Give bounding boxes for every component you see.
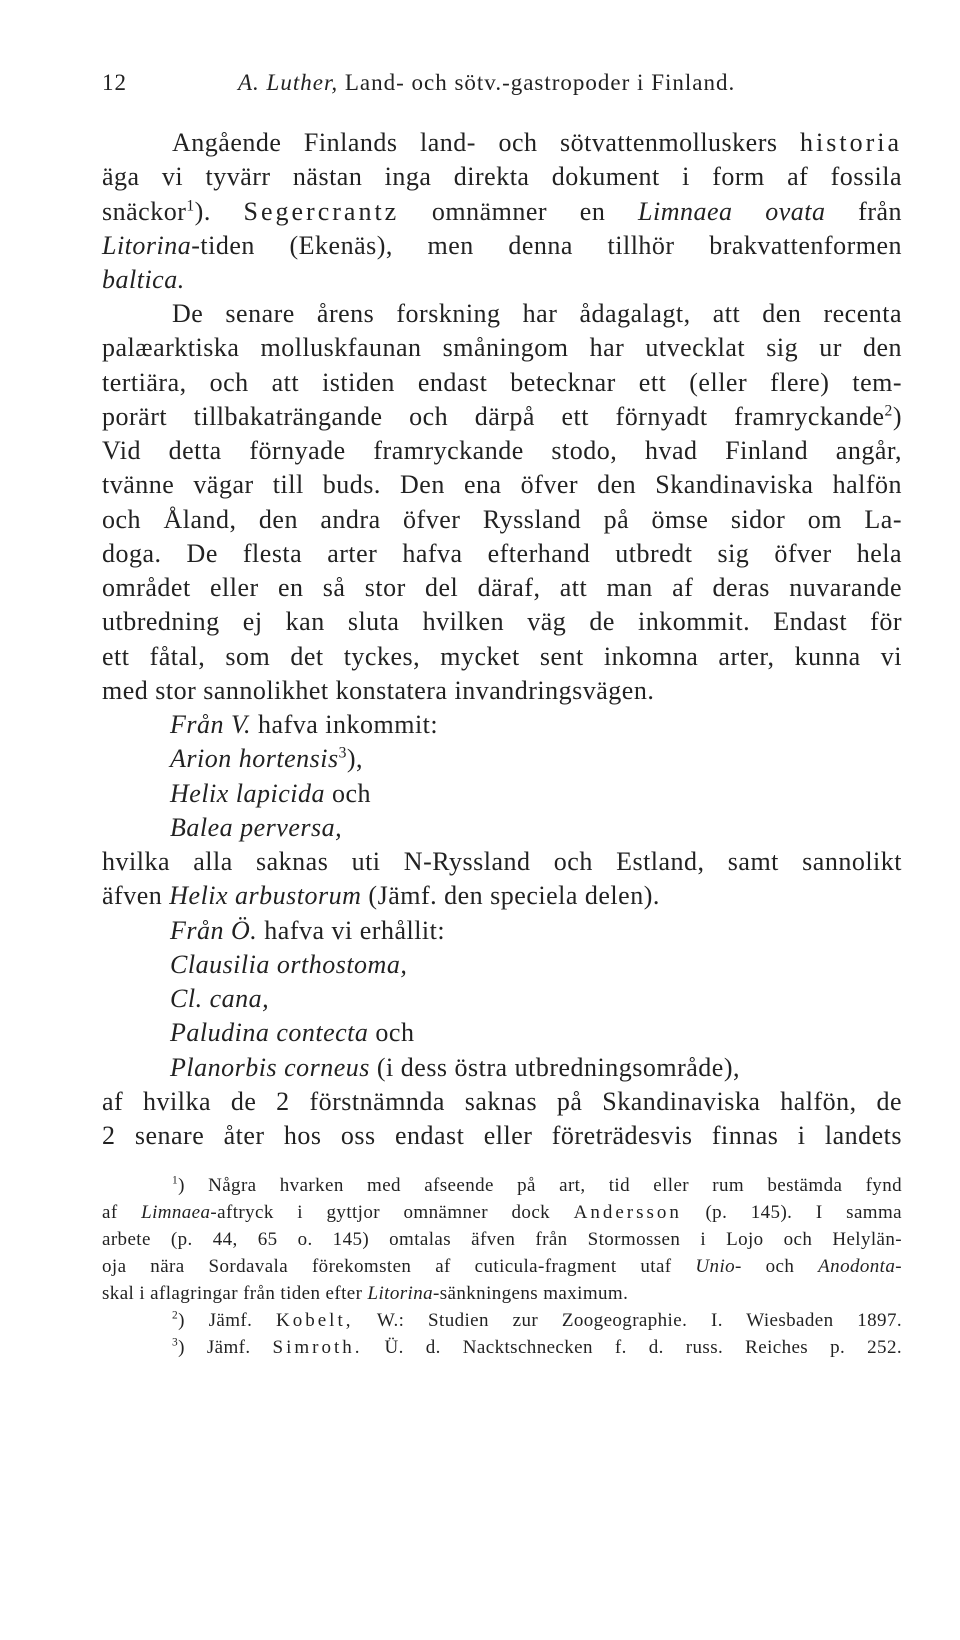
- text-line: och Åland, den andra öfver Ryssland på ömse sidor om La-: [102, 505, 902, 534]
- text-line: snäckor$^1$). Segercrantz omnämner en Limnaea ovata från: [102, 197, 903, 226]
- footnote-line: oja nära Sordavala förekomsten af cuticula-fragment utaf Unio- och Anodonta-: [102, 1256, 902, 1277]
- text-line: ett fåtal, som det tyckes, mycket sent inkomna arter, kunna vi: [102, 642, 902, 671]
- book-title: Land- och sötv.-gastropoder i Finland.: [344, 70, 736, 95]
- text-line: Från Ö. hafva vi erhållit:: [170, 916, 446, 945]
- text-line: området eller en så stor del däraf, att man af deras nuvarande: [102, 573, 902, 602]
- footnote-line: skal i aflagringar från tiden efter Litorina-sänkningens maximum.: [102, 1283, 629, 1304]
- page-number: 12: [102, 70, 127, 95]
- text-line: hvilka alla saknas uti N-Ryssland och Estland, samt sannolikt: [102, 847, 902, 876]
- text-line: Från V. hafva inkommit:: [170, 710, 439, 739]
- text-line: Angående Finlands land- och sötvattenmolluskers historia: [172, 128, 903, 157]
- text-line: palæarktiska molluskfaunan småningom har utvecklat sig ur den: [102, 333, 902, 362]
- text-line: af hvilka de 2 förstnämnda saknas på Skandinaviska halfön, de: [102, 1087, 902, 1116]
- text-line: äga vi tyvärr nästan inga direkta dokument i form af fossila: [102, 162, 902, 191]
- species-line: Balea perversa,: [170, 813, 343, 842]
- text-line: baltica.: [102, 265, 185, 294]
- text-line: tvänne vägar till buds. Den ena öfver den Skandinaviska halfön: [102, 470, 902, 499]
- running-header: [102, 70, 900, 104]
- species-line: Arion hortensis$^3$),: [170, 744, 364, 773]
- species-line: Cl. cana,: [170, 984, 270, 1013]
- text-line: utbredning ej kan sluta hvilken väg de inkommit. Endast för: [102, 607, 902, 636]
- text-line: Litorina-tiden (Ekenäs), men denna tillhör brakvattenformen: [102, 231, 902, 260]
- species-line: Helix lapicida och: [170, 779, 372, 808]
- text-line: äfven Helix arbustorum (Jämf. den speciela delen).: [102, 881, 660, 910]
- footnote-line: arbete (p. 44, 65 o. 145) omtalas äfven från Stormossen i Lojo och Helylän-: [102, 1229, 902, 1250]
- footnote-line: af Limnaea-aftryck i gyttjor omnämner dock Andersson (p. 145). I samma: [102, 1202, 902, 1223]
- text-line: Vid detta förnyade framryckande stodo, hvad Finland angår,: [102, 436, 902, 465]
- running-title: [238, 70, 735, 96]
- footnote-1: $^1$) Några hvarken med afseende på art, tid eller rum bestämda fynd: [172, 1174, 902, 1196]
- footnote-3: $^3$) Jämf. Simroth. Ü. d. Nacktschnecken f. d. russ. Reiches p. 252.: [172, 1336, 902, 1358]
- text-line: De senare årens forskning har ådagalagt, att den recenta: [172, 299, 902, 328]
- text-line: doga. De flesta arter hafva efterhand utbredt sig öfver hela: [102, 539, 902, 568]
- species-line: Paludina contecta och: [170, 1018, 415, 1047]
- text-line: med stor sannolikhet konstatera invandringsvägen.: [102, 676, 655, 705]
- species-line: Planorbis corneus (i dess östra utbredningsområde),: [170, 1053, 740, 1082]
- text-line: porärt tillbakaträngande och därpå ett förnyadt framryckande$^2$): [102, 402, 902, 431]
- text-line: tertiära, och att istiden endast betecknar ett (eller flere) tem-: [102, 368, 902, 397]
- footnote-2: $^2$) Jämf. Kobelt, W.: Studien zur Zoogeographie. I. Wiesbaden 1897.: [172, 1309, 902, 1331]
- text-line: 2 senare åter hos oss endast eller företrädesvis finnas i landets: [102, 1121, 902, 1150]
- author-name: A. Luther,: [238, 70, 339, 95]
- species-line: Clausilia orthostoma,: [170, 950, 408, 979]
